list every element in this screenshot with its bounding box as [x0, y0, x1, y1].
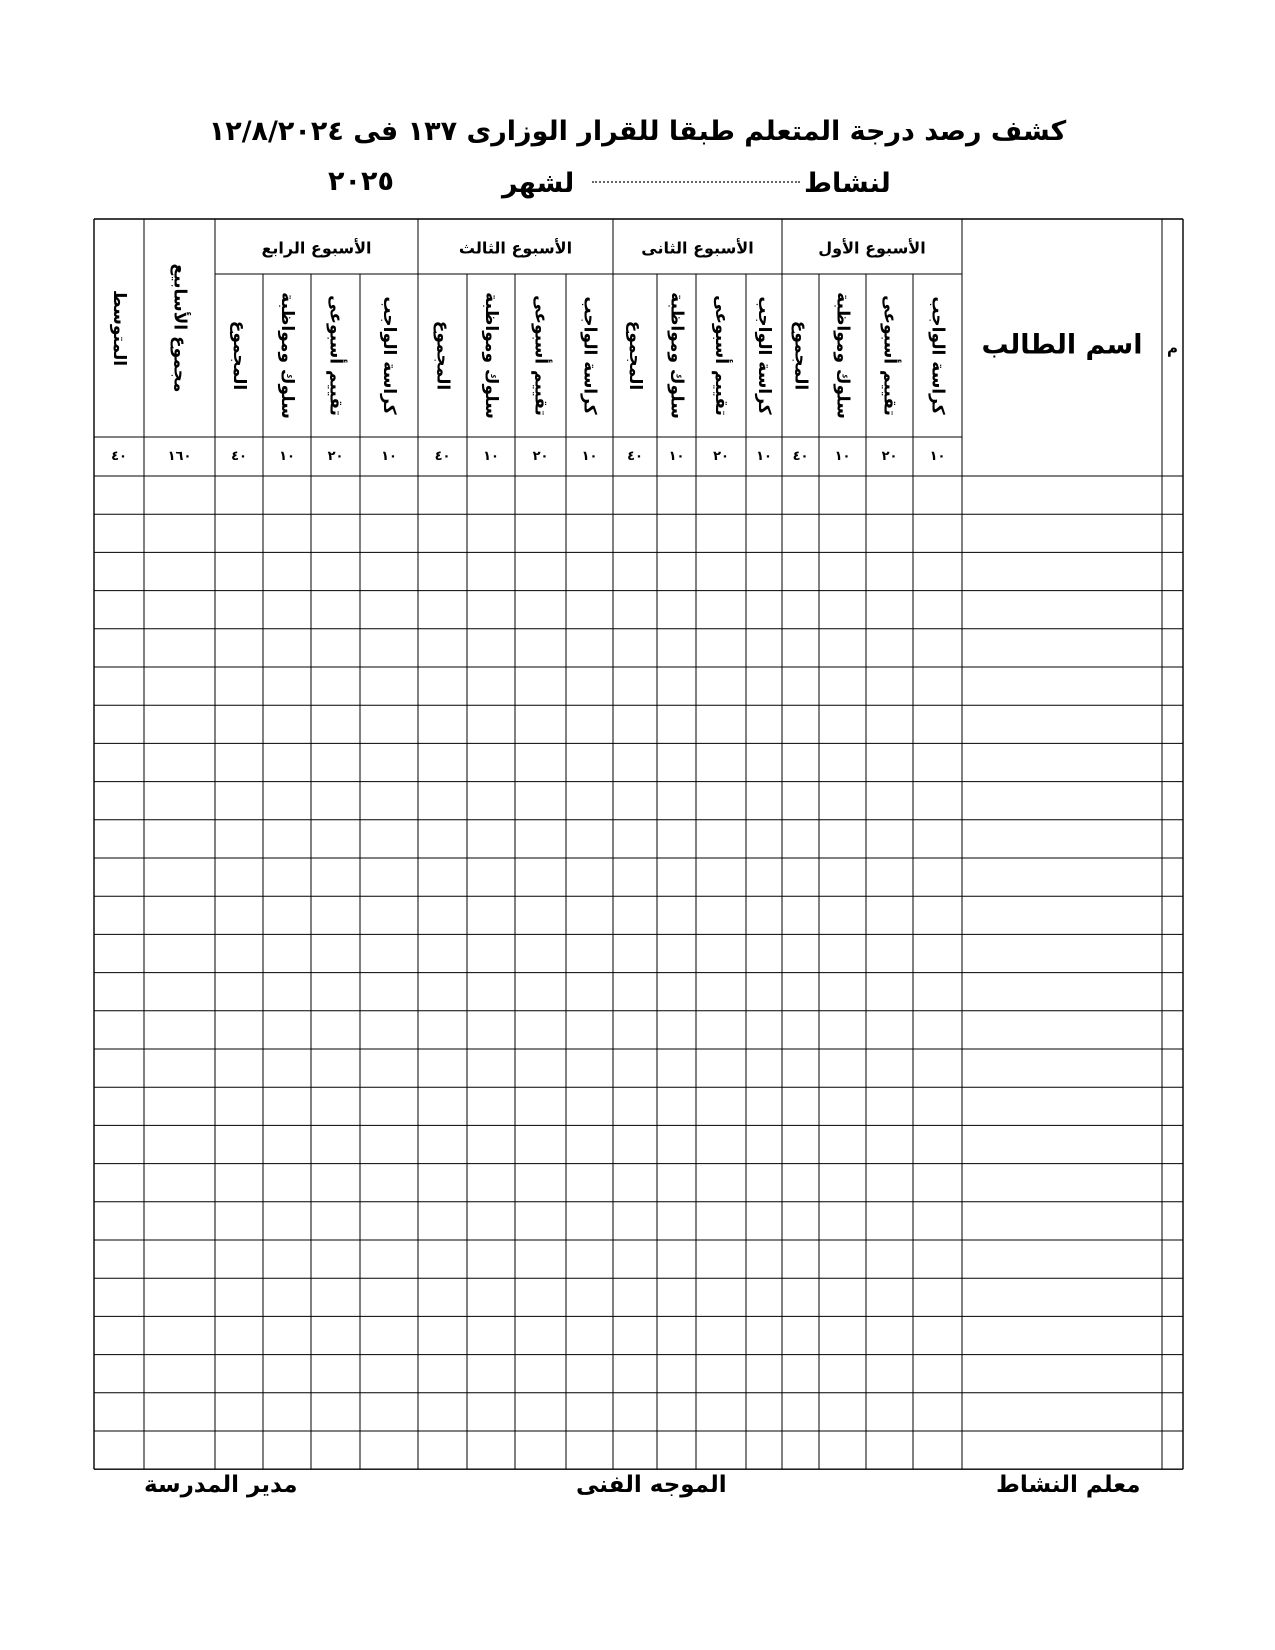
max-score: ١٠	[834, 449, 851, 464]
max-score: ١٠	[929, 449, 946, 464]
max-score: ١٠	[381, 449, 397, 464]
column-header: كراسة الواجب	[379, 296, 399, 415]
column-header: المجموع	[625, 320, 645, 391]
column-header: كراسة الواجب	[579, 296, 600, 415]
column-header: سلوك ومواظبة	[277, 292, 297, 419]
week-title: الأسبوع الثانى	[641, 238, 754, 258]
max-score: ١٠	[279, 449, 295, 464]
footer-teacher: معلم النشاط	[996, 1472, 1141, 1498]
column-header: تقييم أسبوعى	[325, 295, 346, 416]
student-name-header: اسم الطالب	[981, 329, 1143, 361]
column-header: سلوك ومواظبة	[481, 292, 501, 419]
max-score: ٤٠	[792, 449, 809, 464]
average-header: المتوسط	[109, 289, 129, 367]
column-header: تقييم أسبوعى	[879, 295, 900, 416]
column-header: المجموع	[432, 320, 453, 391]
max-score: ٢٠	[881, 449, 898, 464]
column-header: سلوك ومواظبة	[666, 292, 687, 419]
max-score: ٢٠	[713, 449, 729, 464]
column-header: كراسة الواجب	[754, 296, 774, 415]
month-label: لشهر	[502, 168, 575, 199]
column-header: المجموع	[790, 320, 811, 391]
week-title: الأسبوع الأول	[818, 238, 926, 258]
column-header: كراسة الواجب	[927, 296, 948, 415]
activity-label: لنشاط	[804, 168, 891, 199]
max-score: ١٠	[483, 449, 499, 464]
max-score: ٢٠	[532, 449, 549, 464]
max-score: ٢٠	[327, 449, 344, 464]
year-value: ٢٠٢٥	[328, 166, 394, 197]
max-score: ٤٠	[434, 449, 451, 464]
max-score: ٤٠	[231, 449, 247, 464]
week-title: الأسبوع الرابع	[261, 238, 372, 258]
index-header: م	[1167, 339, 1178, 357]
max-score: ٤٠	[111, 449, 127, 464]
max-score: ١٠	[756, 449, 772, 464]
weeks-total-header: مجموع الأسابيع	[169, 263, 190, 393]
max-score: ١٠	[581, 449, 598, 464]
column-header: تقييم أسبوعى	[530, 295, 551, 416]
week-title: الأسبوع الثالث	[458, 238, 573, 258]
column-header: سلوك ومواظبة	[832, 292, 853, 419]
page-title: كشف رصد درجة المتعلم طبقا للقرار الوزارى ١٣٧ فى ١٢/٨/٢٠٢٤	[208, 116, 1067, 147]
footer-principal: مدير المدرسة	[144, 1472, 298, 1498]
max-score: ٤٠	[627, 449, 643, 464]
footer-supervisor: الموجه الفنى	[576, 1472, 727, 1498]
column-header: تقييم أسبوعى	[711, 295, 731, 416]
max-score: ١٠	[668, 449, 685, 464]
column-header: المجموع	[229, 320, 249, 391]
max-score: ١٦٠	[167, 449, 192, 464]
